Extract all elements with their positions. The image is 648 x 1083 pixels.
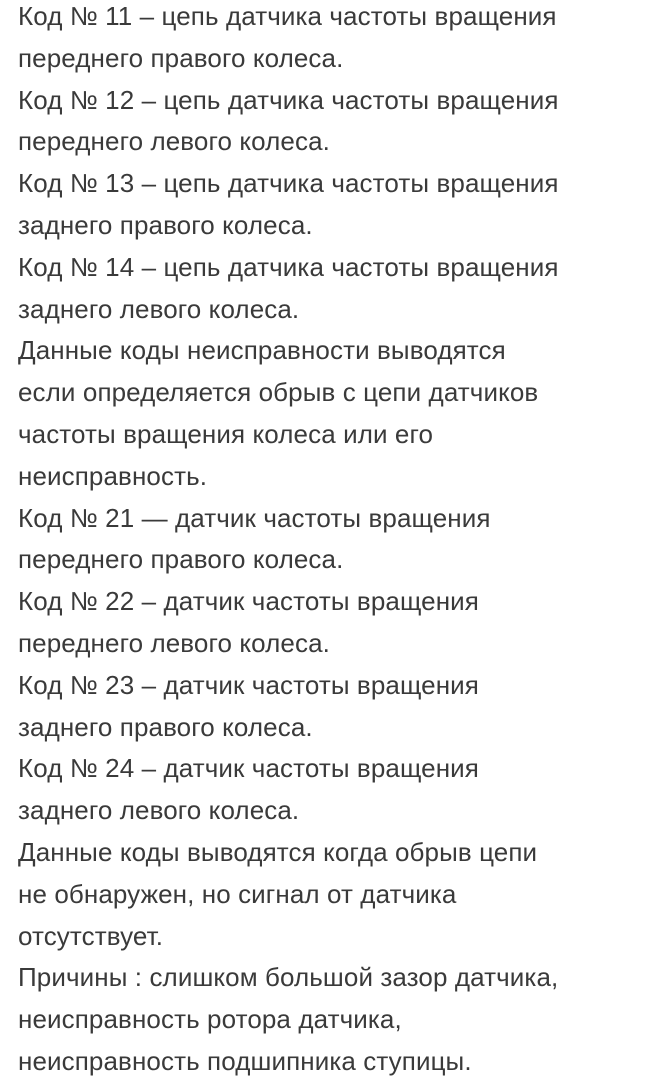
text-line: Код № 22 – датчик частоты вращения (18, 586, 479, 617)
text-line: отсутствует. (18, 920, 164, 951)
text-line: Код № 21 — датчик частоты вращения (18, 502, 491, 533)
text-line: Код № 11 – цепь датчика частоты вращения (18, 1, 557, 31)
code-13-paragraph (18, 163, 638, 247)
text-line: переднего правого колеса. (18, 544, 344, 575)
text-line: заднего правого колеса. (18, 209, 313, 240)
code-24-paragraph (18, 748, 638, 832)
code-14-paragraph (18, 247, 638, 331)
code-21-paragraph (18, 498, 638, 582)
text-line: Код № 23 – датчик частоты вращения (18, 669, 479, 700)
text-line: Код № 14 – цепь датчика частоты вращения (18, 251, 559, 282)
text-line: переднего левого колеса. (18, 126, 330, 157)
signal-missing-explanation (18, 832, 638, 957)
document-body (18, 0, 638, 1083)
causes-paragraph (18, 957, 638, 1082)
text-line: неисправность подшипника ступицы. (18, 1045, 472, 1076)
text-line: частоты вращения колеса или его (18, 418, 434, 449)
text-line: неисправность. (18, 460, 208, 491)
text-line: заднего правого колеса. (18, 711, 313, 742)
text-line: Причины : слишком большой зазор датчика, (18, 962, 559, 993)
text-line: если определяется обрыв с цепи датчиков (18, 377, 539, 408)
text-line: Код № 13 – цепь датчика частоты вращения (18, 168, 559, 199)
code-22-paragraph (18, 581, 638, 665)
code-12-paragraph (18, 80, 638, 164)
text-line: переднего левого колеса. (18, 627, 330, 658)
code-23-paragraph (18, 665, 638, 749)
text-line: Данные коды выводятся когда обрыв цепи (18, 836, 538, 867)
text-line: заднего левого колеса. (18, 293, 300, 324)
text-line: Код № 12 – цепь датчика частоты вращения (18, 84, 559, 115)
text-line: не обнаружен, но сигнал от датчика (18, 878, 457, 909)
code-11-paragraph (18, 0, 638, 80)
text-line: неисправность ротора датчика, (18, 1004, 402, 1035)
text-line: переднего правого колеса. (18, 42, 344, 73)
text-line: Данные коды неисправности выводятся (18, 335, 506, 366)
text-line: заднего левого колеса. (18, 795, 300, 826)
circuit-fault-explanation (18, 330, 638, 497)
text-line: Код № 24 – датчик частоты вращения (18, 753, 479, 784)
